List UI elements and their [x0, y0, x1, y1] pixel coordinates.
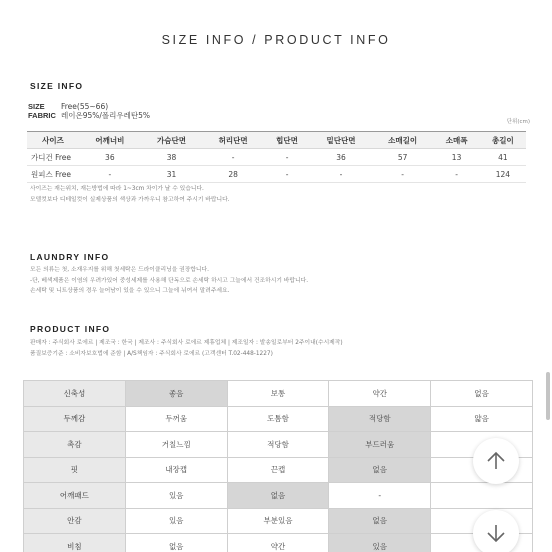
attribute-row	[24, 406, 533, 432]
fabric-value: 레이온95%/폴리우레탄5%	[61, 111, 151, 120]
table-cell: 31	[141, 166, 203, 183]
attribute-option: 적당함	[227, 432, 329, 458]
header-cell: 총길이	[480, 132, 526, 149]
table-row	[27, 166, 526, 183]
scroll-down-button[interactable]	[473, 510, 519, 552]
size-value: Free(55~66)	[61, 102, 109, 111]
attribute-option	[431, 483, 533, 509]
header-cell: 소매길이	[372, 132, 434, 149]
attribute-option: 두꺼움	[125, 406, 227, 432]
attribute-label: 촉감	[24, 432, 126, 458]
attribute-option: 얇음	[431, 406, 533, 432]
attribute-option: 부분있음	[227, 508, 329, 534]
attribute-option: 끈캡	[227, 457, 329, 483]
attribute-option: 없음	[431, 381, 533, 407]
laundry-line: -단, 베색제품은 이염의 우려가있어 중성세제를 사용해 단독으로 손세탁 하시고 그늘에서 건조하시기 바랍니다.	[30, 277, 309, 284]
attribute-row	[24, 534, 533, 552]
arrow-down-icon	[485, 522, 507, 544]
size-label: SIZE	[28, 102, 45, 111]
attribute-option: 보통	[227, 381, 329, 407]
attribute-label: 어깨패드	[24, 483, 126, 509]
product-line: 판매자 : 주식회사 로에르 | 제조국 : 한국 | 제조사 : 주식회사 로에르 제휴업체 | 제조일자 : 발송일로부터 2주이내(수시제작)	[30, 340, 343, 346]
attribute-option: 내장캡	[125, 457, 227, 483]
attribute-option-selected: 없음	[227, 483, 329, 509]
product-line: 품질보증기준 : 소비자보호법에 준함 | A/S책임자 : 주식회사 로에르 (고객센터 T.02-448-1227)	[30, 350, 273, 357]
table-row	[27, 149, 526, 166]
attribute-option: 없음	[125, 534, 227, 552]
table-cell: -	[372, 166, 434, 183]
header-cell: 사이즈	[27, 132, 79, 149]
laundry-info-title: LAUNDRY INFO	[30, 252, 110, 262]
table-cell: 57	[372, 149, 434, 166]
table-cell: -	[264, 149, 310, 166]
size-table-header	[27, 132, 526, 149]
attribute-option-selected: 적당함	[329, 406, 431, 432]
table-cell: 13	[433, 149, 479, 166]
note-line: 모델컷보다 디테일컷이 실제상품의 색상과 가까우니 참고하여 주시기 바랍니다.	[30, 196, 230, 203]
header-cell: 허리단면	[202, 132, 264, 149]
attribute-row	[24, 457, 533, 483]
attribute-label: 두께감	[24, 406, 126, 432]
header-cell: 가슴단면	[141, 132, 203, 149]
table-cell: 124	[480, 166, 526, 183]
header-cell: 어깨너비	[79, 132, 141, 149]
header-cell: 소매폭	[433, 132, 479, 149]
attribute-option: -	[329, 483, 431, 509]
attribute-option: 있음	[125, 483, 227, 509]
note-line: 사이즈는 재는위치, 재는방법에 따라 1~3cm 차이가 날 수 있습니다.	[30, 186, 204, 192]
attribute-row	[24, 432, 533, 458]
attribute-label: 안감	[24, 508, 126, 534]
attribute-label: 신축성	[24, 381, 126, 407]
table-cell: -	[264, 166, 310, 183]
attribute-option: 약간	[329, 381, 431, 407]
page-title: SIZE INFO / PRODUCT INFO	[161, 33, 391, 47]
table-cell: 원피스 Free	[27, 166, 79, 183]
product-info-title: PRODUCT INFO	[30, 324, 111, 334]
table-cell: 41	[480, 149, 526, 166]
table-cell: 36	[310, 149, 372, 166]
table-cell: -	[202, 149, 264, 166]
table-cell: -	[79, 166, 141, 183]
size-notes	[30, 184, 230, 205]
unit-label: 단위(cm)	[506, 119, 530, 125]
size-table	[27, 131, 526, 183]
attribute-option-selected: 좋음	[125, 381, 227, 407]
attribute-option: 약간	[227, 534, 329, 552]
table-cell: 28	[202, 166, 264, 183]
attribute-row	[24, 381, 533, 407]
fabric-spec	[28, 111, 150, 120]
attribute-label: 핏	[24, 457, 126, 483]
attribute-label: 비침	[24, 534, 126, 552]
laundry-line: 모든 의류는 첫, 소재우지를 위해 첫세탁은 드라이클리닝을 권장합니다.	[30, 267, 209, 273]
attribute-option: 도톰함	[227, 406, 329, 432]
arrow-up-icon	[485, 450, 507, 472]
attribute-option-selected: 부드러움	[329, 432, 431, 458]
attribute-option: 거칠느낌	[125, 432, 227, 458]
attribute-option: 있음	[125, 508, 227, 534]
table-cell: 38	[141, 149, 203, 166]
attribute-row	[24, 508, 533, 534]
size-spec	[28, 102, 108, 111]
laundry-notes	[30, 265, 308, 297]
attribute-option-selected: 없음	[329, 457, 431, 483]
attribute-option-selected: 없음	[329, 508, 431, 534]
table-cell: -	[310, 166, 372, 183]
table-cell: -	[433, 166, 479, 183]
size-info-title: SIZE INFO	[30, 81, 84, 91]
header-cell: 밑단단면	[310, 132, 372, 149]
header-cell: 힙단면	[264, 132, 310, 149]
fabric-label: FABRIC	[28, 111, 56, 120]
table-cell: 가디건 Free	[27, 149, 79, 166]
scroll-up-button[interactable]	[473, 438, 519, 484]
attribute-row	[24, 483, 533, 509]
product-attribute-table	[23, 380, 533, 552]
attribute-option-selected: 있음	[329, 534, 431, 552]
laundry-line: 손세탁 및 니트상품의 경우 늘어남이 있을 수 있으니 그늘에 뉘여서 말려주세요.	[30, 288, 230, 294]
scrollbar-thumb[interactable]	[546, 372, 550, 420]
table-cell: 36	[79, 149, 141, 166]
product-notes	[30, 338, 343, 359]
